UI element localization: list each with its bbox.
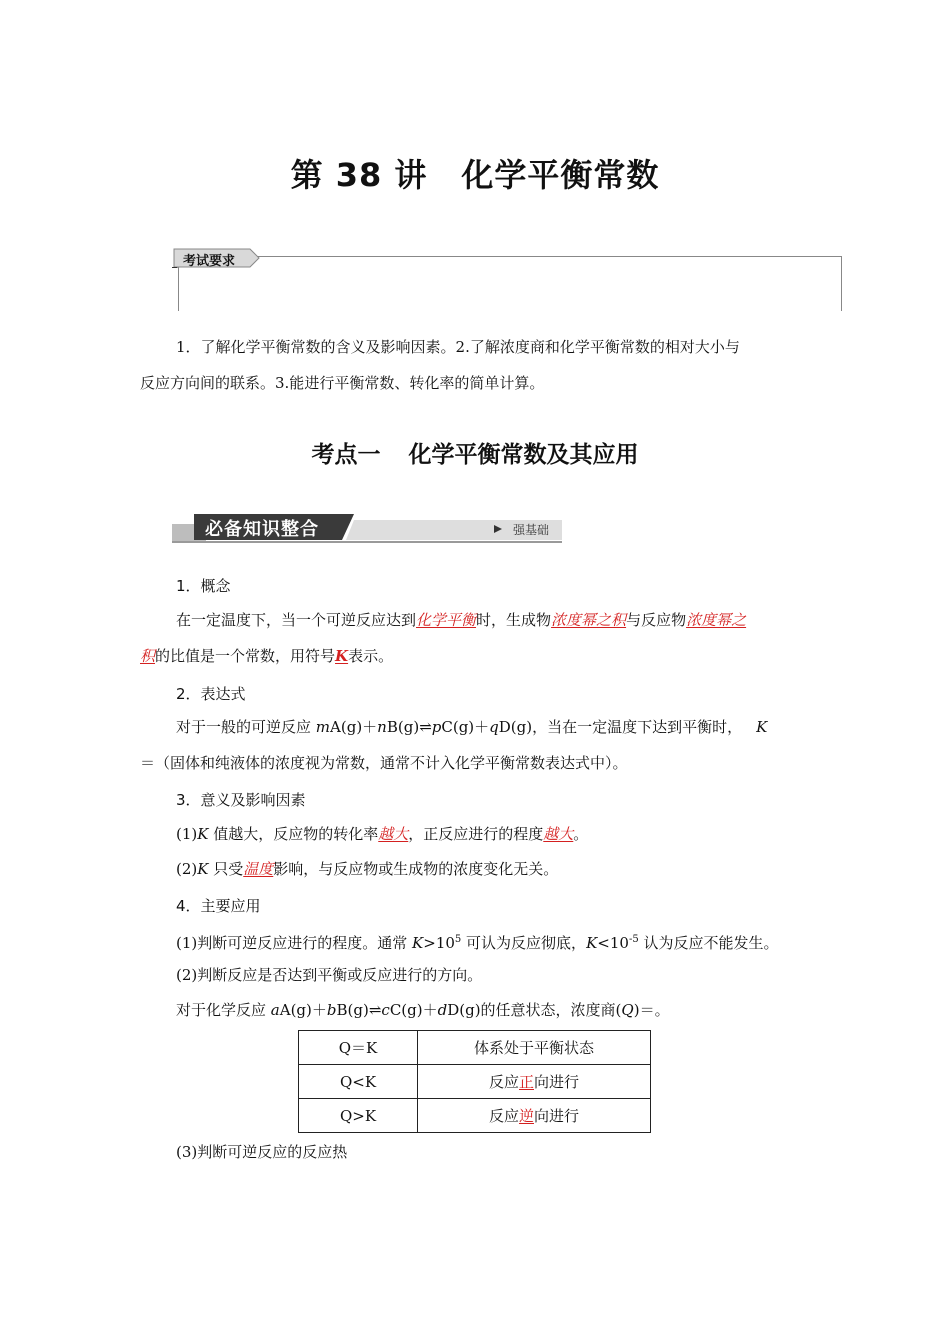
concept-heading: 1．概念	[176, 577, 231, 595]
answer-blank: 越大	[543, 825, 574, 843]
answer-blank: 正	[518, 1073, 534, 1091]
answer-blank: 逆	[518, 1107, 534, 1125]
application-item-1: (1)判断可逆反应进行的程度。通常 $K>10^5$ 可认为反应彻底，$K<10^{-5}$ 认为反应不能发生。	[176, 934, 779, 952]
meaning-item-2: (2)K 只受温度影响，与反应物或生成物的浓度变化无关。	[176, 860, 559, 878]
expression-line-2: ＝（固体和纯液体的浓度视为常数，通常不计入化学平衡常数表达式中）。	[140, 754, 628, 772]
section-heading	[0, 436, 950, 469]
expression-line-1: 对于一般的可逆反应 mA(g)＋nB(g)⇌pC(g)＋qD(g)，当在一定温度下达到平衡时， K	[176, 718, 768, 736]
answer-blank: 越大	[378, 825, 409, 843]
application-heading: 4．主要应用	[176, 897, 261, 915]
answer-blank: 温度	[243, 860, 274, 878]
table-cell: 体系处于平衡状态	[418, 1031, 651, 1065]
requirements-frame	[178, 256, 842, 311]
answer-blank: 浓度幂之积	[551, 611, 627, 629]
answer-blank: 浓度幂之	[686, 611, 747, 629]
answer-blank: 积	[140, 647, 156, 665]
page-title	[0, 150, 950, 196]
meaning-heading: 3．意义及影响因素	[176, 791, 306, 809]
table-cell: Q<K	[299, 1065, 418, 1099]
title-topic: 化学平衡常数	[461, 156, 660, 194]
application-item-4: (3)判断可逆反应的反应热	[176, 1143, 348, 1161]
table-cell: Q>K	[299, 1099, 418, 1133]
section-title: 化学平衡常数及其应用	[408, 442, 639, 468]
table-cell: Q＝K	[299, 1031, 418, 1065]
answer-blank: 化学平衡	[416, 611, 477, 629]
application-item-3: 对于化学反应 aA(g)＋bB(g)⇌cC(g)＋dD(g)的任意状态，浓度商(Q)＝。	[176, 1001, 670, 1019]
table-row	[299, 1099, 651, 1133]
application-item-2: (2)判断反应是否达到平衡或反应进行的方向。	[176, 966, 483, 984]
requirements-line-1: 1．了解化学平衡常数的含义及影响因素。2.了解浓度商和化学平衡常数的相对大小与	[176, 338, 740, 356]
q-k-comparison-table	[298, 1030, 651, 1133]
concept-line-2: 积的比值是一个常数，用符号K表示。	[140, 647, 394, 665]
table-cell: 反应正向进行	[418, 1065, 651, 1099]
banner-subtitle: 强基础	[513, 523, 550, 537]
answer-blank: K	[335, 647, 349, 665]
table-cell: 反应逆向进行	[418, 1099, 651, 1133]
section-number: 考点一	[311, 442, 381, 468]
expression-heading: 2．表达式	[176, 685, 246, 703]
concept-line-1: 在一定温度下，当一个可逆反应达到化学平衡时，生成物浓度幂之积与反应物浓度幂之	[176, 611, 747, 629]
meaning-item-1: (1)K 值越大，反应物的转化率越大，正反应进行的程度越大。	[176, 825, 589, 843]
title-lecture: 第 38 讲	[290, 156, 428, 194]
requirements-tab-label: 考试要求	[183, 254, 236, 269]
table-row	[299, 1065, 651, 1099]
banner-title: 必备知识整合	[205, 519, 319, 540]
requirements-line-2: 反应方向间的联系。3.能进行平衡常数、转化率的简单计算。	[140, 374, 545, 392]
table-row	[299, 1031, 651, 1065]
